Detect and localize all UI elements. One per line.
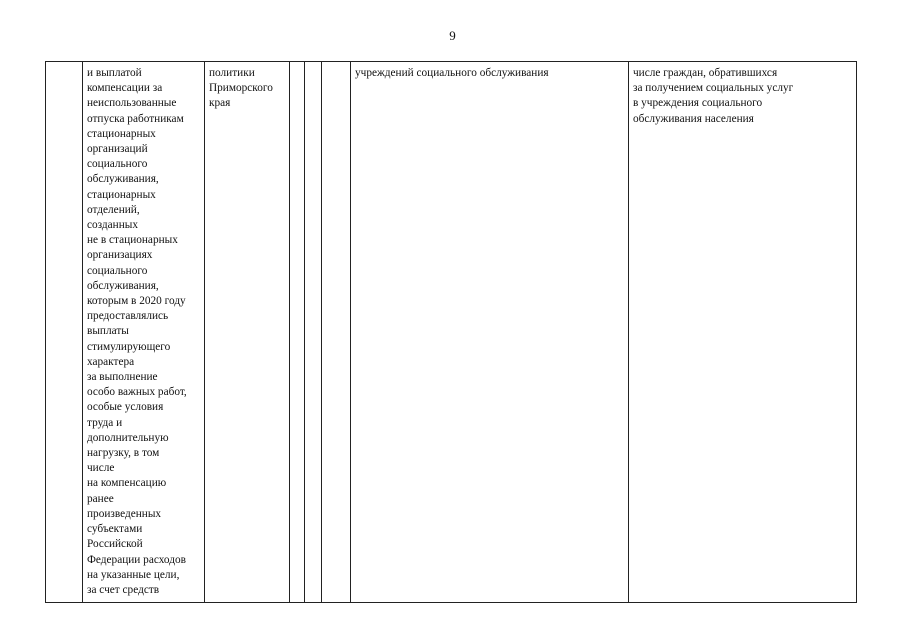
column-divider xyxy=(628,62,629,602)
cell-responsible: политики Приморского края xyxy=(209,67,273,110)
column-divider xyxy=(204,62,205,602)
column-divider xyxy=(304,62,305,602)
column-divider xyxy=(321,62,322,602)
column-divider xyxy=(289,62,290,602)
page-number: 9 xyxy=(449,28,456,43)
continuation-table xyxy=(45,61,857,603)
column-divider xyxy=(350,62,351,602)
cell-indicator: учреждений социального обслуживания xyxy=(355,67,549,79)
column-divider xyxy=(82,62,83,602)
cell-note: числе граждан, обратившихся за получением социальных услуг в учреждения социального обслуживания населения xyxy=(633,67,794,125)
cell-description: и выплатой компенсации за неиспользованные отпуска работникам стационарных организаций социального обслуживания, стационарных отделений, созданных не в стационарных организациях социального обслуживания, которым в 2020 году предоставлялись выплаты стимулирующего характера за выполнение особо важных работ, особые условия труда и дополнительную нагрузку, в том числе на компенсацию ранее произведенных субъектами Российской Федерации расходов на указанные цели, за счет средств xyxy=(87,67,187,596)
